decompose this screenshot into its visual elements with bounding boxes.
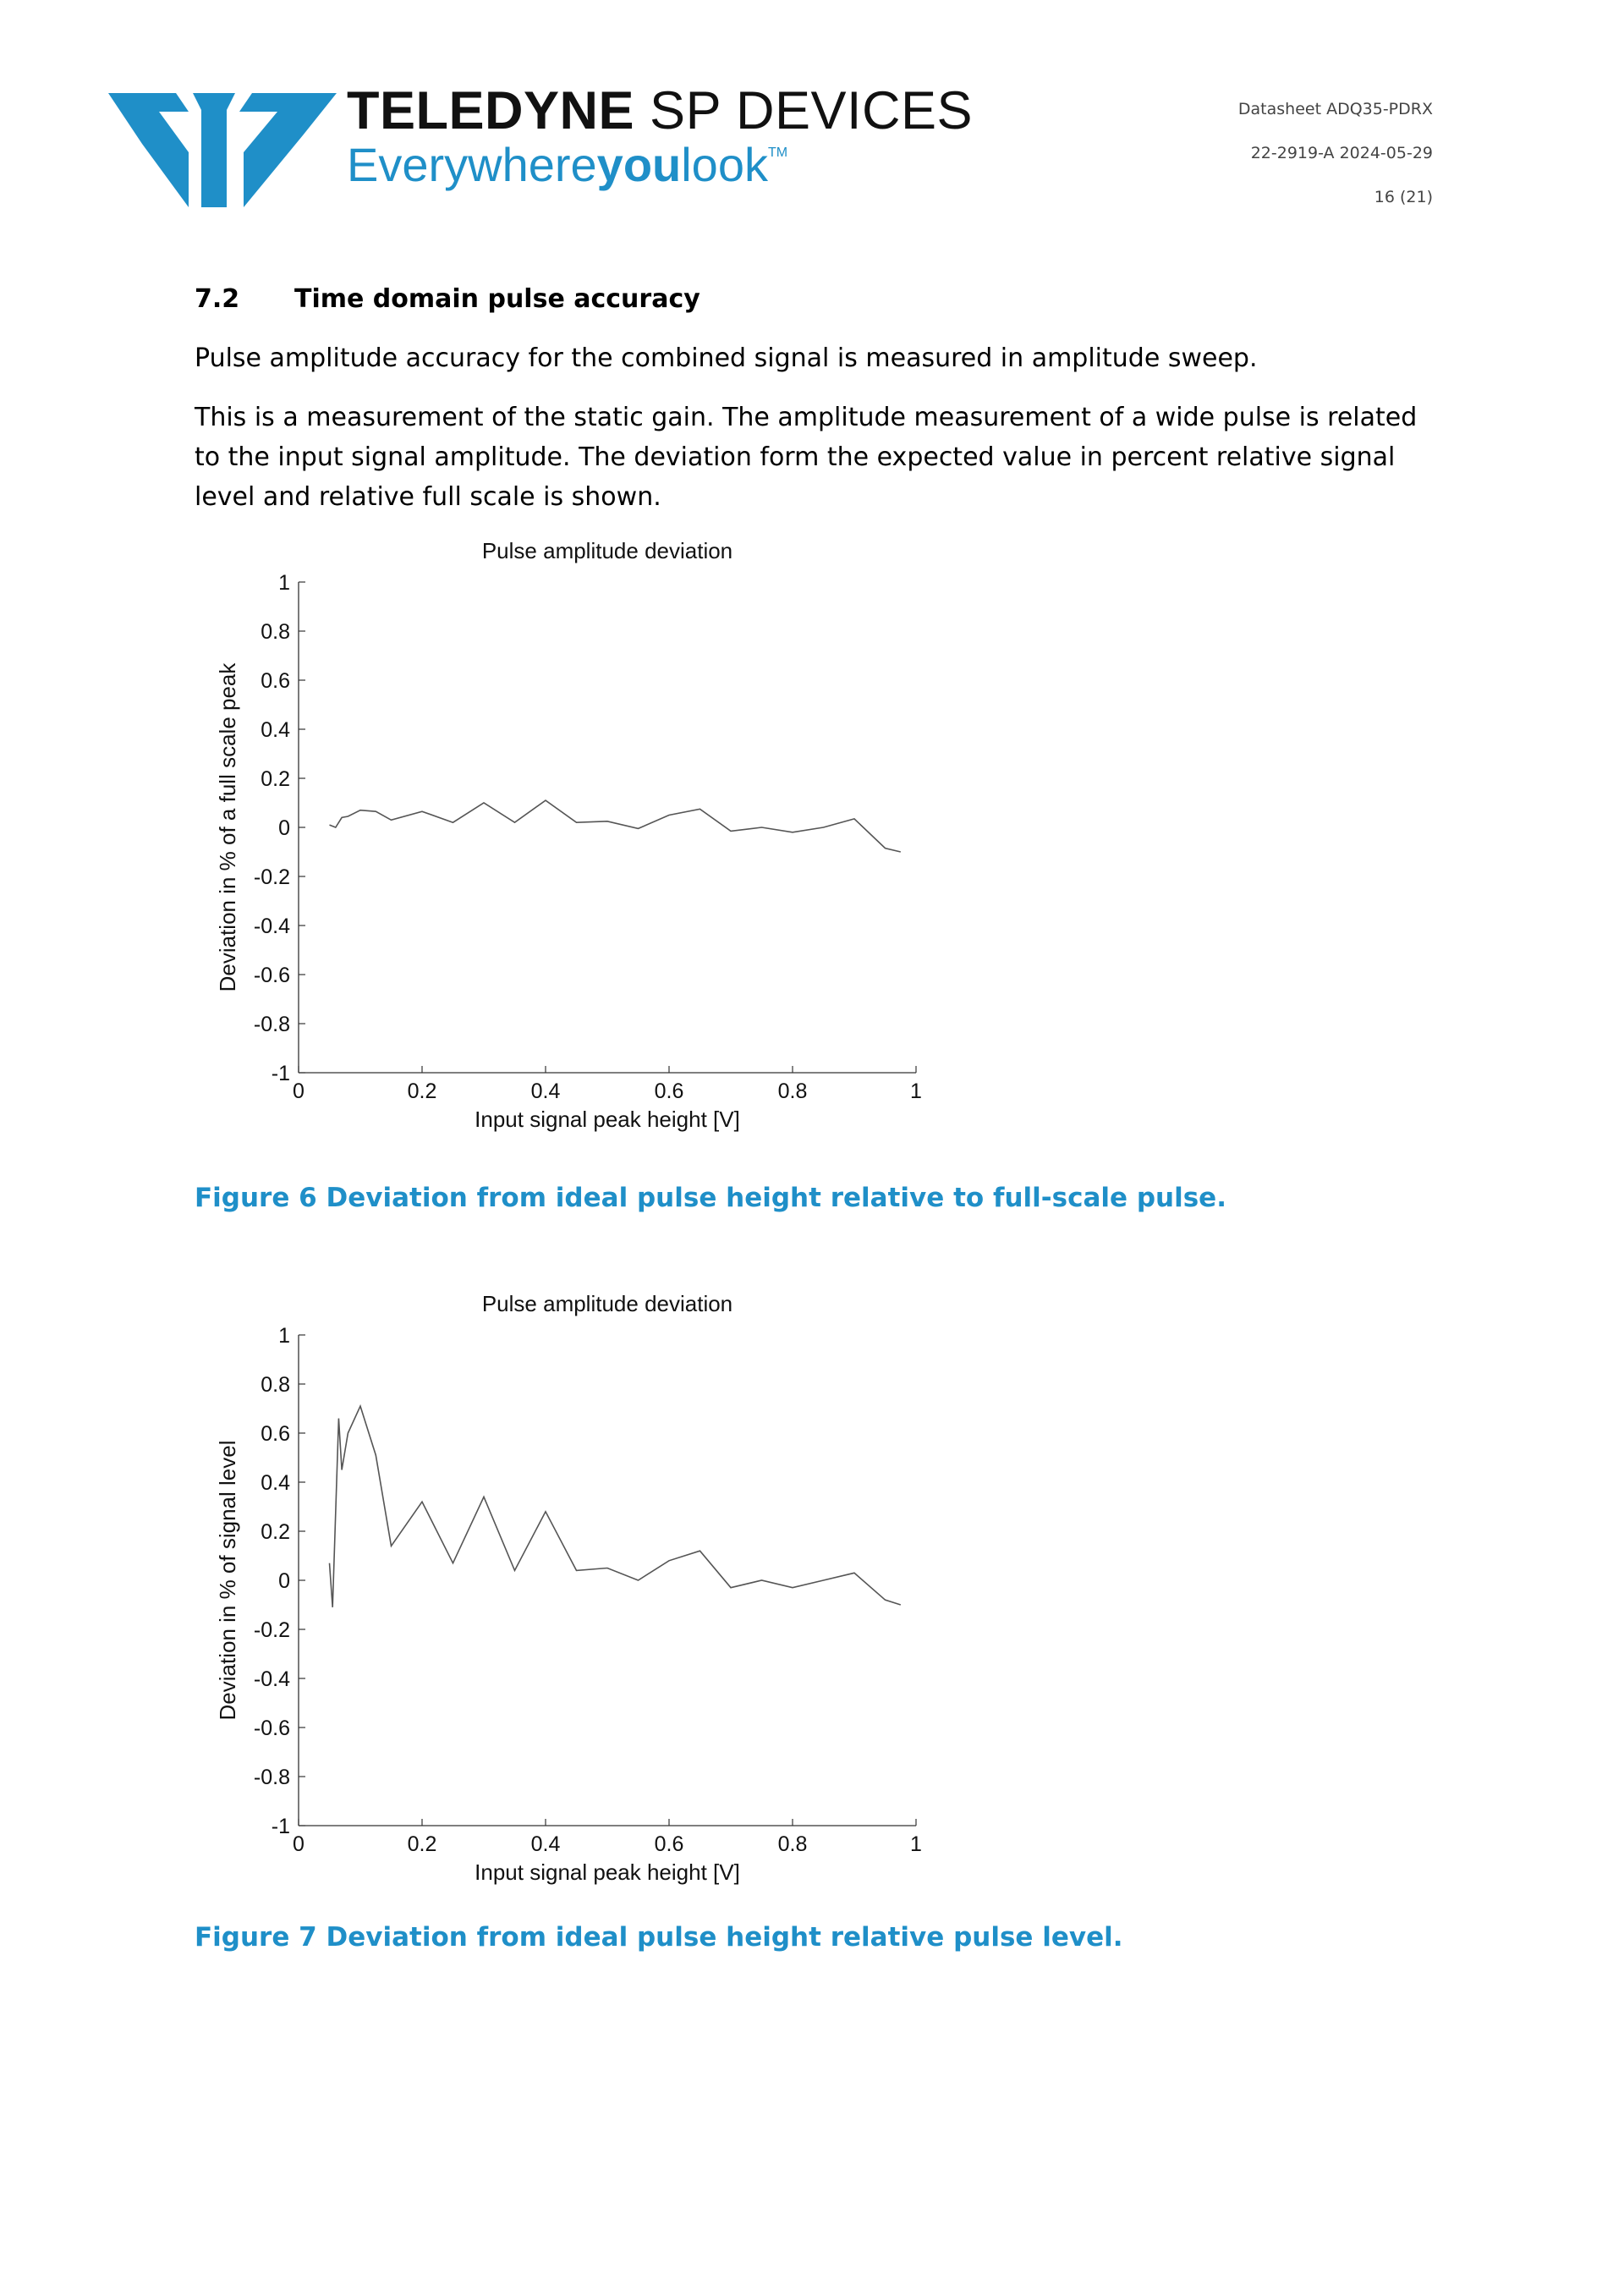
doc-ref: 22-2919-A 2024-05-29 bbox=[1250, 144, 1433, 162]
x-tick-label: 0.8 bbox=[777, 1079, 808, 1103]
x-tick-label: 0 bbox=[293, 1832, 304, 1856]
series-line-deviation bbox=[330, 1406, 901, 1607]
brand-name-light: SP DEVICES bbox=[634, 81, 974, 140]
section-number: 7.2 bbox=[195, 284, 240, 314]
x-tick-label: 0.6 bbox=[654, 1832, 684, 1856]
figure-6-caption: Figure 6 Deviation from ideal pulse height relative to full-scale pulse. bbox=[195, 1183, 1226, 1213]
y-tick-label: 0 bbox=[278, 816, 290, 840]
y-tick-label: 1 bbox=[278, 571, 290, 595]
x-tick-label: 0.8 bbox=[777, 1832, 808, 1856]
x-tick-label: 0.4 bbox=[530, 1079, 561, 1103]
y-tick-label: -1 bbox=[271, 1062, 290, 1085]
figure-6-chart bbox=[195, 541, 956, 1151]
x-axis-label: Input signal peak height [V] bbox=[475, 1107, 740, 1132]
tagline-part-1: Everywhere bbox=[347, 138, 597, 191]
paragraph-2: This is a measurement of the static gain. The amplitude measurement of a wide pulse is related to the input signal amplitude. The deviation form the expected value in percent relative signal level and relative full scale is shown. bbox=[195, 403, 1418, 512]
tagline-part-2: you bbox=[596, 138, 682, 191]
chart-title: Pulse amplitude deviation bbox=[481, 541, 733, 563]
brand bbox=[347, 81, 974, 191]
y-tick-label: -0.4 bbox=[253, 915, 290, 938]
y-tick-label: 0.2 bbox=[261, 767, 290, 791]
doc-title: Datasheet ADQ35-PDRX bbox=[1237, 100, 1433, 118]
figure-7-caption: Figure 7 Deviation from ideal pulse height relative pulse level. bbox=[195, 1922, 1123, 1953]
y-tick-label: -0.2 bbox=[253, 865, 290, 889]
chart-svg-fig7 bbox=[195, 1294, 956, 1903]
tagline-trademark: TM bbox=[767, 146, 788, 160]
y-tick-label: -0.6 bbox=[253, 1717, 290, 1740]
y-tick-label: 0.6 bbox=[261, 1422, 290, 1446]
x-tick-label: 1 bbox=[910, 1832, 922, 1856]
brand-tagline bbox=[347, 138, 973, 191]
logo-left-blade bbox=[108, 93, 189, 207]
y-tick-label: 0.8 bbox=[261, 620, 290, 644]
logo-right-blade bbox=[239, 93, 337, 207]
x-tick-label: 0 bbox=[293, 1079, 304, 1103]
tagline-part-3: look bbox=[681, 138, 768, 191]
y-tick-label: -0.8 bbox=[253, 1013, 290, 1036]
page-number: 16 (21) bbox=[1374, 188, 1433, 206]
y-tick-label: 0.8 bbox=[261, 1373, 290, 1397]
x-tick-label: 1 bbox=[910, 1079, 922, 1103]
x-tick-label: 0.2 bbox=[407, 1832, 437, 1856]
y-tick-label: 0 bbox=[278, 1569, 290, 1593]
y-tick-label: 1 bbox=[278, 1324, 290, 1348]
brand-name bbox=[347, 81, 974, 140]
y-tick-label: -0.2 bbox=[253, 1618, 290, 1642]
chart-svg-fig6 bbox=[195, 541, 956, 1151]
y-tick-label: -0.4 bbox=[253, 1667, 290, 1691]
y-axis-label: Deviation in % of a full scale peak bbox=[215, 662, 240, 992]
x-tick-label: 0.2 bbox=[407, 1079, 437, 1103]
teledyne-logo bbox=[108, 93, 337, 207]
y-axis-label: Deviation in % of signal level bbox=[215, 1440, 240, 1721]
y-tick-label: -1 bbox=[271, 1815, 290, 1838]
y-tick-label: 0.2 bbox=[261, 1520, 290, 1544]
y-tick-label: -0.6 bbox=[253, 964, 290, 987]
paragraph-1: Pulse amplitude accuracy for the combined signal is measured in amplitude sweep. bbox=[195, 343, 1258, 373]
figure-7-chart bbox=[195, 1294, 956, 1903]
x-axis-label: Input signal peak height [V] bbox=[475, 1859, 740, 1885]
y-tick-label: 0.4 bbox=[261, 1471, 290, 1495]
series-line-deviation bbox=[330, 800, 901, 852]
y-tick-label: 0.4 bbox=[261, 718, 290, 742]
y-tick-label: 0.6 bbox=[261, 669, 290, 693]
section-content bbox=[195, 279, 1438, 536]
document-meta bbox=[1238, 100, 1433, 232]
y-tick-label: -0.8 bbox=[253, 1766, 290, 1789]
section-heading bbox=[195, 279, 1438, 320]
brand-name-bold: TELEDYNE bbox=[347, 81, 635, 140]
x-tick-label: 0.4 bbox=[530, 1832, 561, 1856]
logo-center-stem bbox=[193, 93, 235, 207]
chart-title: Pulse amplitude deviation bbox=[481, 1294, 733, 1316]
x-tick-label: 0.6 bbox=[654, 1079, 684, 1103]
section-title: Time domain pulse accuracy bbox=[294, 284, 700, 314]
